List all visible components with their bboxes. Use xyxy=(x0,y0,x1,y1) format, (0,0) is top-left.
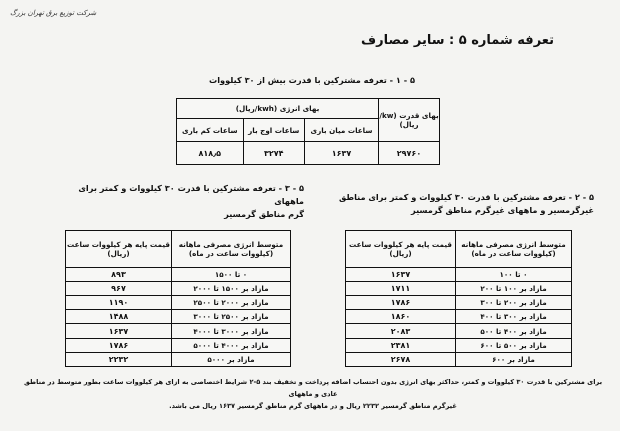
table-row xyxy=(346,281,572,295)
price-cell: ۱۸۶۰ xyxy=(346,310,456,324)
price-cell: ۱۷۱۱ xyxy=(346,281,456,295)
consumption-range-cell: ۰ تا ۱۰۰ xyxy=(456,267,572,281)
consumption-header: متوسط انرژی مصرفی ماهانه (کیلووات ساعت در ماه) xyxy=(172,231,291,268)
table-row xyxy=(66,324,291,338)
table-row xyxy=(346,310,572,324)
consumption-range-cell: مازاد بر ۲۰۰ تا ۳۰۰ xyxy=(456,296,572,310)
demand-price-header: بهای قدرت (kw/ریال) xyxy=(379,99,440,142)
consumption-range-cell: مازاد بر ۵۰۰ تا ۶۰۰ xyxy=(456,338,572,352)
consumption-range-cell: مازاد بر ۱۰۰ تا ۲۰۰ xyxy=(456,281,572,295)
peak-load-value: ۳۲۷۴ xyxy=(243,142,304,165)
price-header: قیمت پایه هر کیلووات ساعت (ریال) xyxy=(66,231,172,268)
table-row xyxy=(66,352,291,366)
table-row xyxy=(66,310,291,324)
price-cell: ۹۶۷ xyxy=(66,281,172,295)
section-3-heading-line-2: گرم مناطق گرمسیر xyxy=(224,209,304,219)
price-cell: ۱۶۳۷ xyxy=(346,267,456,281)
section-2-table xyxy=(345,230,572,367)
handwritten-note: شرکت توزیع برق تهران بزرگ xyxy=(10,9,97,17)
table-row xyxy=(346,338,572,352)
price-cell: ۲۳۸۱ xyxy=(346,338,456,352)
table-row xyxy=(346,296,572,310)
price-cell: ۲۶۷۸ xyxy=(346,352,456,366)
price-cell: ۱۱۹۰ xyxy=(66,296,172,310)
table-row xyxy=(66,296,291,310)
consumption-range-cell: مازاد بر ۲۰۰۰ تا ۲۵۰۰ xyxy=(172,296,291,310)
consumption-range-cell: مازاد بر ۱۵۰۰ تا ۲۰۰۰ xyxy=(172,281,291,295)
price-cell: ۸۹۳ xyxy=(66,267,172,281)
price-cell: ۱۷۸۶ xyxy=(66,338,172,352)
section-3-heading xyxy=(50,182,304,221)
price-cell: ۱۶۳۷ xyxy=(66,324,172,338)
section-1-table xyxy=(176,98,440,165)
price-cell: ۱۷۸۶ xyxy=(346,296,456,310)
mid-load-header: ساعات میان باری xyxy=(304,119,378,142)
section-3-heading-line-1: ۵ - ۳ - تعرفه مشترکین با قدرت ۳۰ کیلووات و کمتر برای ماههای xyxy=(78,183,304,206)
page-title: تعرفه شماره ۵ : سایر مصارف xyxy=(361,33,554,48)
consumption-range-cell: مازاد بر ۳۰۰ تا ۴۰۰ xyxy=(456,310,572,324)
consumption-range-cell: مازاد بر ۶۰۰ xyxy=(456,352,572,366)
low-load-value: ۸۱۸٫۵ xyxy=(177,142,244,165)
demand-price-value: ۲۹۷۶۰ xyxy=(379,142,440,165)
consumption-range-cell: مازاد بر ۲۵۰۰ تا ۳۰۰۰ xyxy=(172,310,291,324)
consumption-header: متوسط انرژی مصرفی ماهانه (کیلووات ساعت در ماه) xyxy=(456,231,572,268)
mid-load-value: ۱۶۳۷ xyxy=(304,142,378,165)
section-2-heading-line-2: غیرگرمسیر و ماههای غیرگرم مناطق گرمسیر xyxy=(410,205,594,215)
energy-price-header: بهای انرژی (kwh/ریال) xyxy=(177,99,379,119)
section-1-heading: ۵ - ۱ - تعرفه مشترکین با قدرت بیش از ۳۰ کیلووات xyxy=(209,75,415,85)
consumption-range-cell: مازاد بر ۴۰۰۰ تا ۵۰۰۰ xyxy=(172,338,291,352)
table-row xyxy=(66,267,291,281)
footnote-line-1: برای مشترکین با قدرت ۳۰ کیلووات و کمتر، حداکثر بهای انرژی بدون احتساب اضافه پرداخت و تخفیف بند ۵-۲ شرایط اختصاصی به ازای هر کیلووات ساعت بطور متوسط در مناطق عادی و ماههای xyxy=(23,378,603,398)
low-load-header: ساعات کم باری xyxy=(177,119,244,142)
price-cell: ۲۰۸۳ xyxy=(346,324,456,338)
price-cell: ۲۲۳۲ xyxy=(66,352,172,366)
footnote xyxy=(22,376,604,412)
table-row xyxy=(66,338,291,352)
price-cell: ۱۴۸۸ xyxy=(66,310,172,324)
consumption-range-cell: مازاد بر ۴۰۰ تا ۵۰۰ xyxy=(456,324,572,338)
price-header: قیمت پایه هر کیلووات ساعت (ریال) xyxy=(346,231,456,268)
section-2-heading-line-1: ۵ - ۲ - تعرفه مشترکین با قدرت ۳۰ کیلووات و کمتر برای مناطق xyxy=(338,192,594,202)
table-row xyxy=(346,352,572,366)
section-2-heading xyxy=(322,191,594,217)
table-row xyxy=(66,281,291,295)
consumption-range-cell: مازاد بر ۵۰۰۰ xyxy=(172,352,291,366)
consumption-range-cell: مازاد بر ۳۰۰۰ تا ۴۰۰۰ xyxy=(172,324,291,338)
section-3-table xyxy=(65,230,291,367)
table-row xyxy=(346,324,572,338)
table-row xyxy=(346,267,572,281)
peak-load-header: ساعات اوج بار xyxy=(243,119,304,142)
footnote-line-2: غیرگرم مناطق گرمسیر ۲۲۳۲ ریال و در ماههای گرم مناطق گرمسیر ۱۶۳۷ ریال می باشد. xyxy=(169,402,457,410)
consumption-range-cell: ۰ تا ۱۵۰۰ xyxy=(172,267,291,281)
